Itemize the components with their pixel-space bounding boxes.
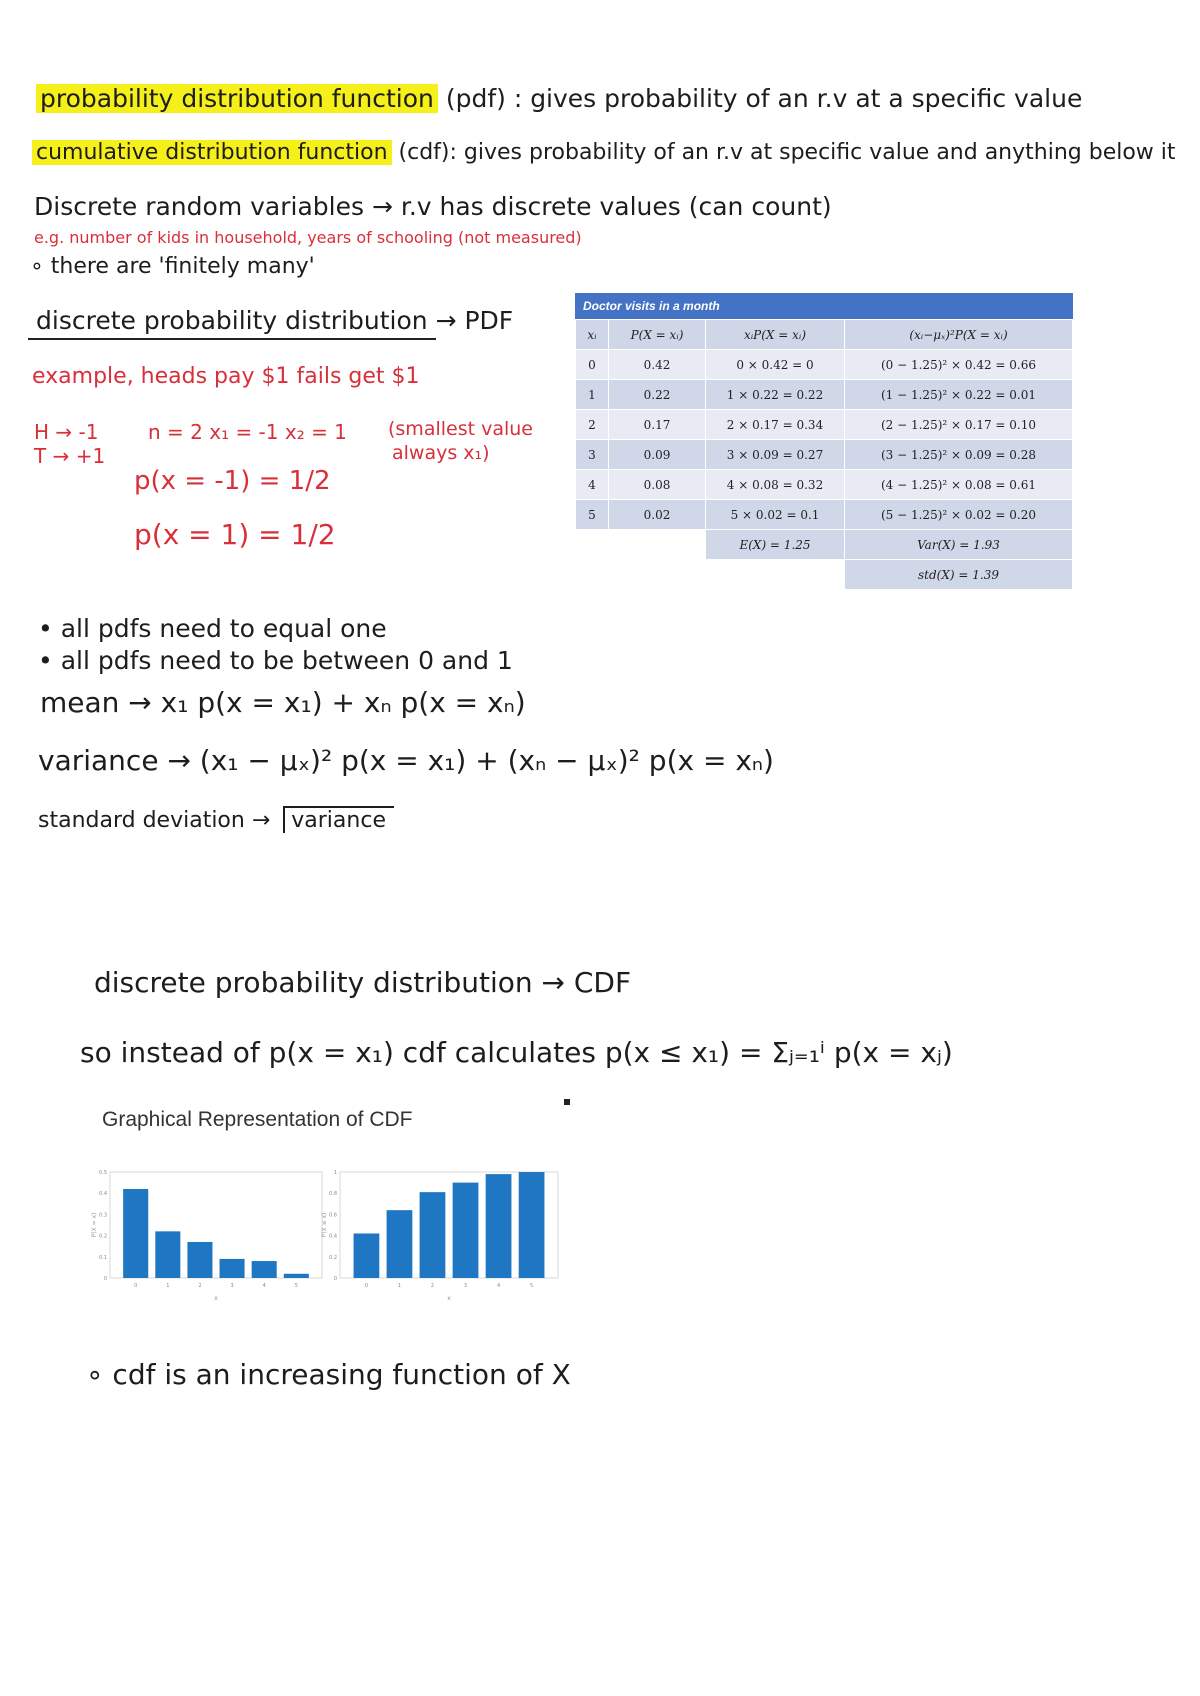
cell-var-term: (2 − 1.25)² × 0.17 = 0.10 [845, 410, 1073, 440]
cell-var-term: (0 − 1.25)² × 0.42 = 0.66 [845, 350, 1073, 380]
cell-xi: 4 [576, 470, 609, 500]
std-cell: std(X) = 1.39 [845, 560, 1073, 590]
bar [519, 1172, 545, 1278]
x-tick-label: 3 [463, 1283, 468, 1289]
cell-xp: 2 × 0.17 = 0.34 [706, 410, 845, 440]
cell-xi: 5 [576, 500, 609, 530]
cell-xp: 3 × 0.09 = 0.27 [706, 440, 845, 470]
table-header-row [576, 320, 1073, 350]
bar [420, 1192, 446, 1278]
rule-between-zero-one: • all pdfs need to be between 0 and 1 [38, 646, 513, 675]
cell-xp: 0 × 0.42 = 0 [706, 350, 845, 380]
x-tick-label: 5 [294, 1283, 298, 1289]
smallest-note-2: always x₁) [392, 442, 490, 464]
x-tick-label: 0 [134, 1283, 138, 1289]
y-tick-label: 0.1 [99, 1254, 107, 1261]
x-tick-label: 2 [198, 1283, 202, 1289]
prob-x-minus-one: p(x = -1) = 1/2 [134, 466, 331, 496]
cell-var-term: (3 − 1.25)² × 0.09 = 0.28 [845, 440, 1073, 470]
x-axis-label: x [447, 1295, 451, 1302]
cdf-chart-title: Graphical Representation of CDF [102, 1108, 413, 1131]
mapping-tails: T → +1 [34, 444, 106, 468]
y-tick-label: 0.4 [329, 1233, 337, 1240]
cdf-increasing-note: ∘ cdf is an increasing function of X [86, 1358, 571, 1391]
bar [354, 1233, 380, 1278]
cell-var-term: (1 − 1.25)² × 0.22 = 0.01 [845, 380, 1073, 410]
table-row [576, 410, 1073, 440]
example-params: n = 2 x₁ = -1 x₂ = 1 [148, 420, 347, 444]
expectation-row [576, 530, 1073, 560]
cdf-definition-text: (cdf): gives probability of an r.v at specific value and anything below it [398, 140, 1176, 165]
y-tick-label: 0.3 [99, 1212, 107, 1219]
table-caption: Doctor visits in a month [575, 293, 1073, 319]
variance-cell: Var(X) = 1.93 [845, 530, 1073, 560]
x-tick-label: 3 [230, 1283, 234, 1289]
table-row [576, 470, 1073, 500]
cell-xp: 5 × 0.02 = 0.1 [706, 500, 845, 530]
x-axis-label: x [214, 1295, 218, 1302]
cell-pmf: 0.09 [609, 440, 706, 470]
bar [220, 1259, 245, 1278]
table-row [576, 500, 1073, 530]
cell-var-term: (4 − 1.25)² × 0.08 = 0.61 [845, 470, 1073, 500]
cell-pmf: 0.42 [609, 350, 706, 380]
cell-pmf: 0.08 [609, 470, 706, 500]
mean-formula: mean → x₁ p(x = x₁) + xₙ p(x = xₙ) [40, 686, 526, 719]
cdf-section-heading: discrete probability distribution → CDF [94, 966, 632, 999]
bar [284, 1274, 309, 1278]
bar [486, 1174, 512, 1278]
cell-var-term: (5 − 1.25)² × 0.02 = 0.20 [845, 500, 1073, 530]
table-row [576, 350, 1073, 380]
cdf-term: cumulative distribution function [32, 140, 392, 165]
mapping-heads: H → -1 [34, 420, 99, 444]
x-tick-label: 5 [529, 1283, 534, 1289]
pdf-definition [36, 84, 1082, 113]
y-tick-label: 0.2 [99, 1233, 107, 1240]
y-tick-label: 0.4 [99, 1191, 107, 1198]
bar [387, 1210, 413, 1278]
pdf-term: probability distribution function [36, 84, 438, 113]
cell-xi: 0 [576, 350, 609, 380]
cell-pmf: 0.17 [609, 410, 706, 440]
y-tick-label: 0 [333, 1276, 337, 1282]
stray-dot [564, 1099, 570, 1105]
cell-xi: 1 [576, 380, 609, 410]
x-tick-label: 1 [397, 1283, 402, 1289]
expectation-cell: E(X) = 1.25 [706, 530, 845, 560]
x-tick-label: 4 [496, 1283, 501, 1289]
pmf-bar-chart [88, 1166, 328, 1304]
prob-x-one: p(x = 1) = 1/2 [134, 518, 336, 551]
header-xp: xᵢP(X = xᵢ) [706, 320, 845, 350]
cell-pmf: 0.02 [609, 500, 706, 530]
table-row [576, 440, 1073, 470]
y-tick-label: 0.6 [329, 1212, 337, 1219]
y-axis-label: P(X ≤ x) [321, 1212, 328, 1238]
bar [123, 1189, 148, 1278]
y-tick-label: 1 [333, 1170, 337, 1176]
cdf-definition [32, 140, 1176, 165]
y-tick-label: 0.5 [99, 1170, 107, 1176]
bar [187, 1242, 212, 1278]
bar [453, 1183, 479, 1278]
cell-xi: 3 [576, 440, 609, 470]
discrete-rv-heading: Discrete random variables → r.v has discrete values (can count) [34, 192, 832, 221]
y-tick-label: 0.8 [329, 1191, 337, 1198]
std-formula [38, 806, 394, 833]
std-label: standard deviation → [38, 808, 271, 833]
std-radicand: variance [291, 808, 386, 833]
cdf-bar-chart [318, 1166, 564, 1304]
x-tick-label: 0 [364, 1283, 369, 1289]
finitely-many-bullet: ∘ there are 'finitely many' [30, 254, 315, 279]
cdf-explain-formula: so instead of p(x = x₁) cdf calculates p(x ≤ x₁) = Σⱼ₌₁ⁱ p(x = xⱼ) [80, 1036, 953, 1069]
cell-xp: 1 × 0.22 = 0.22 [706, 380, 845, 410]
discrete-rv-example: e.g. number of kids in household, years of schooling (not measured) [34, 228, 582, 247]
y-tick-label: 0.2 [329, 1254, 337, 1261]
rule-sum-one: • all pdfs need to equal one [38, 614, 387, 643]
cell-pmf: 0.22 [609, 380, 706, 410]
pdf-heading-underline [28, 338, 436, 340]
header-pmf: P(X = xᵢ) [609, 320, 706, 350]
smallest-note-1: (smallest value [388, 418, 533, 440]
header-var-term: (xᵢ−μₓ)²P(X = xᵢ) [845, 320, 1073, 350]
pdf-example: example, heads pay $1 fails get $1 [32, 364, 420, 389]
std-row [576, 560, 1073, 590]
x-tick-label: 1 [166, 1283, 170, 1289]
cell-xi: 2 [576, 410, 609, 440]
doctor-visits-table [575, 293, 1073, 590]
x-tick-label: 4 [262, 1283, 266, 1289]
bar [252, 1261, 277, 1278]
bar [155, 1231, 180, 1278]
header-xi: xᵢ [576, 320, 609, 350]
y-axis-label: P(X = x) [91, 1212, 98, 1238]
pdf-definition-text: (pdf) : gives probability of an r.v at a specific value [445, 84, 1083, 113]
table-row [576, 380, 1073, 410]
y-tick-label: 0 [103, 1276, 107, 1282]
variance-formula: variance → (x₁ − μₓ)² p(x = x₁) + (xₙ − μₓ)² p(x = xₙ) [38, 744, 774, 777]
sqrt-symbol [283, 806, 394, 833]
cell-xp: 4 × 0.08 = 0.32 [706, 470, 845, 500]
pdf-section-heading: discrete probability distribution → PDF [36, 306, 514, 335]
x-tick-label: 2 [430, 1283, 435, 1289]
